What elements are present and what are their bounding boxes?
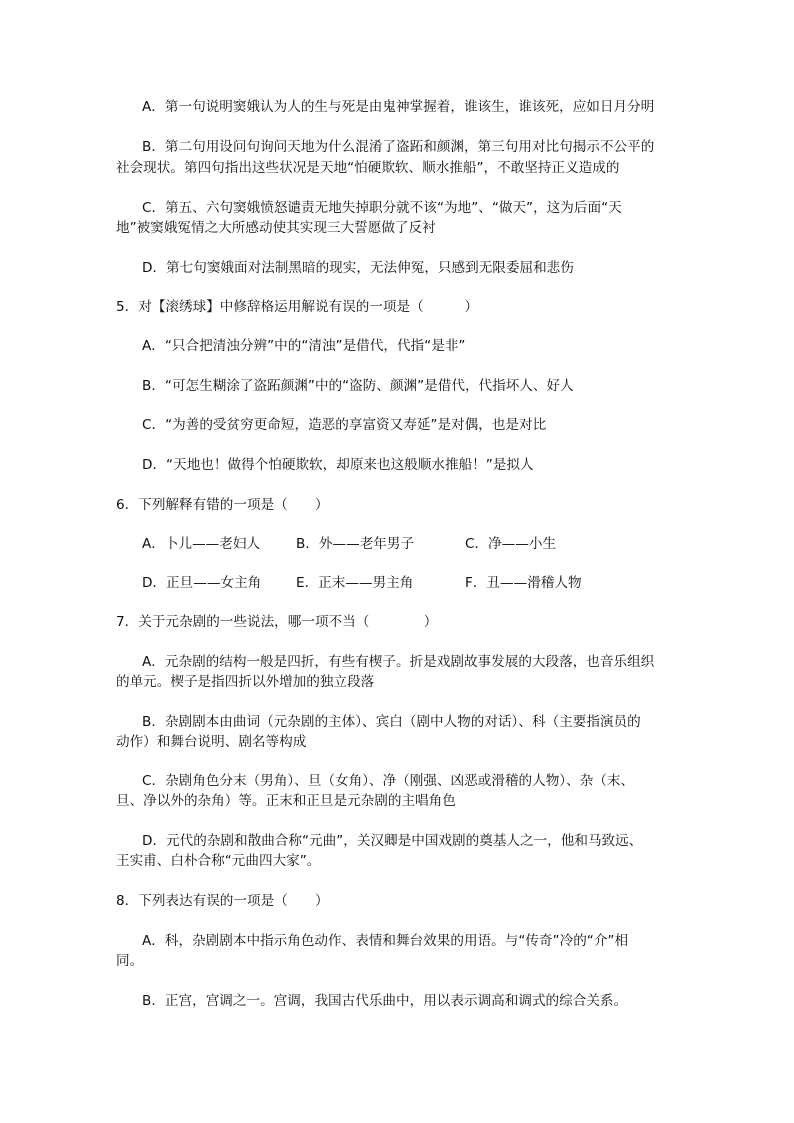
q6-option-e: E．正末——男主角	[296, 575, 414, 591]
q4-option-b: B．第二句用设问句询问天地为什么混淆了盗跖和颜渊，第三句用对比句揭示不公平的	[142, 139, 655, 155]
q4-option-c: C．第五、六句窦娥愤怒谴责无地失掉职分就不该“为地”、“做天”，这为后面“天	[142, 200, 622, 216]
q5-option-b: B．“可怎生糊涂了盗跖颜渊”中的“盗防、颜渊”是借代，代指坏人、好人	[142, 378, 574, 394]
q7-option-d-continued: 王实甫、白朴合称“元曲四大家”。	[116, 853, 321, 869]
q6-stem: 6．下列解释有错的一项是（ ）	[116, 497, 329, 513]
q7-option-a-continued: 的单元。楔子是指四折以外增加的独立段落	[116, 674, 375, 690]
q8-stem: 8．下列表达有误的一项是（ ）	[116, 893, 329, 909]
q6-option-c: C．净——小生	[465, 536, 557, 552]
q4-option-d: D．第七句窦娥面对法制黑暗的现实，无法伸冤，只感到无限委屈和悲伤	[142, 260, 574, 276]
q7-option-c-continued: 旦、净以外的杂角）等。正末和正旦是元杂剧的主唱角色	[116, 793, 456, 809]
q5-option-d: D．“天地也！做得个怕硬欺软，却原来也这般顺水推船！”是拟人	[142, 457, 534, 473]
q7-option-b: B．杂剧剧本由曲词（元杂剧的主体）、宾白（剧中人物的对话）、科（主要指演员的	[142, 714, 641, 730]
q5-option-c: C．“为善的受贫穷更命短，造恶的享富资又寿延”是对偶，也是对比	[142, 417, 547, 433]
q8-option-b: B．正宫，宫调之一。宫调，我国古代乐曲中，用以表示调高和调式的综合关系。	[142, 993, 628, 1009]
q7-option-d: D．元代的杂剧和散曲合称“元曲”，关汉卿是中国戏剧的奠基人之一，他和马致远、	[142, 833, 643, 849]
q5-stem: 5．对【滚绣球】中修辞格运用解说有误的一项是（ ）	[116, 299, 479, 315]
q8-option-a: A．科，杂剧剧本中指示角色动作、表情和舞台效果的用语。与“传奇”冷的“介”相	[142, 933, 629, 949]
q7-option-a: A．元杂剧的结构一般是四折，有些有楔子。折是戏剧故事发展的大段落，也音乐组织	[142, 654, 655, 670]
q6-option-a: A．卜儿——老妇人	[142, 536, 261, 552]
q7-option-c: C．杂剧角色分末（男角）、旦（女角）、净（刚强、凶恶或滑稽的人物）、杂（末、	[142, 773, 635, 789]
q4-option-a: A．第一句说明窦娥认为人的生与死是由鬼神掌握着，谁该生，谁该死，应如日月分明	[142, 99, 655, 115]
q5-option-a: A．“只合把清浊分辨”中的“清浊”是借代，代指“是非”	[142, 338, 466, 354]
q4-option-c-continued: 地”被窦娥冤情之大所感动使其实现三大誓愿做了反衬	[116, 220, 436, 236]
q4-option-b-continued: 社会现状。第四句指出这些状况是天地“怕硬欺软、顺水推船”，不敢坚持正义造成的	[116, 160, 620, 176]
q6-option-d: D．正旦——女主角	[142, 575, 262, 591]
q7-stem: 7．关于元杂剧的一些说法，哪一项不当（ ）	[116, 614, 438, 630]
q6-option-f: F．丑——滑稽人物	[465, 575, 582, 591]
q6-option-b: B．外——老年男子	[296, 536, 415, 552]
q7-option-b-continued: 动作）和舞台说明、剧名等构成	[116, 734, 307, 750]
q8-option-a-continued: 同。	[116, 953, 144, 969]
